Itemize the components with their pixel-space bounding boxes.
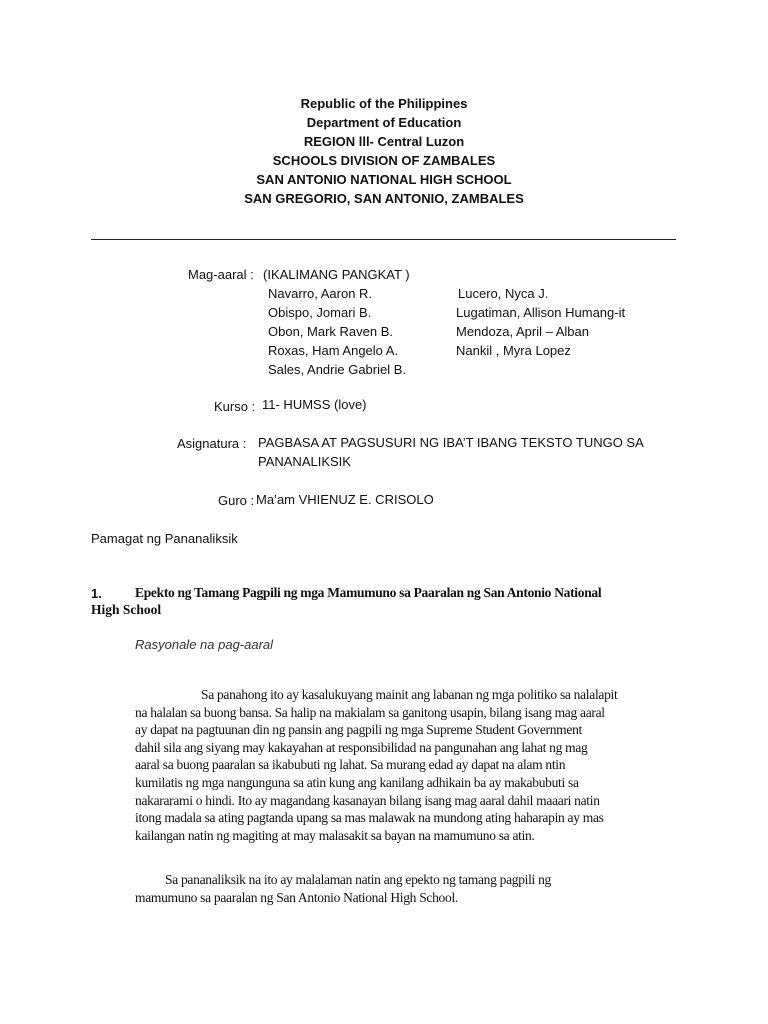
student-name: Sales, Andrie Gabriel B. — [268, 362, 407, 377]
student-name: Roxas, Ham Angelo A. — [268, 343, 399, 358]
horizontal-divider — [91, 239, 676, 240]
student-name: Mendoza, April – Alban — [456, 324, 589, 339]
letterhead-line: REGION lll- Central Luzon — [303, 134, 465, 149]
paragraph-line: dahil sila ang siyang may kakayahan at responsibilidad na pangunahan ang lahat ng mag — [135, 739, 588, 755]
paragraph-line: kailangan natin ng magiting at may malasakit sa bayan na mamumuno sa atin. — [135, 827, 535, 843]
paragraph-line: aaral sa buong paaralan sa ikabubuti ng lahat. Sa murang edad ay dapat na alam ntin — [135, 757, 566, 773]
letterhead — [0, 94, 768, 208]
paragraph-line: kumilatis ng mga nangunguna sa atin kung ang kanilang adhikain ba ay makabubuti sa — [135, 774, 579, 790]
letterhead-line: SCHOOLS DIVISION OF ZAMBALES — [272, 153, 496, 168]
teacher-label: Guro : — [218, 493, 255, 508]
rationale-heading: Rasyonale na pag-aaral — [135, 637, 274, 652]
letterhead-line: Republic of the Philippines — [300, 96, 468, 111]
paragraph-line: itong madala sa ating pagtanda upang sa mas malawak na mundong ating haharapin ay mas — [135, 810, 604, 826]
teacher-value: Ma’am VHIENUZ E. CRISOLO — [256, 492, 434, 507]
subject-value: PANANALIKSIK — [258, 454, 351, 469]
student-name: Obon, Mark Raven B. — [268, 324, 393, 339]
paragraph-line: ay dapat na pagtuunan din ng pansin ang pagpili ng mga Supreme Student Government — [135, 722, 582, 738]
letterhead-line: SAN ANTONIO NATIONAL HIGH SCHOOL — [256, 172, 512, 187]
students-label: Mag-aaral : — [188, 267, 254, 282]
item-title: Epekto ng Tamang Pagpili ng mga Mamumuno sa Paaralan ng San Antonio National — [135, 585, 602, 600]
paragraph-line: Sa panahong ito ay kasalukuyang mainit ang labanan ng mga politiko sa nalalapit — [201, 687, 618, 702]
group-name: (IKALIMANG PANGKAT ) — [263, 267, 410, 282]
paragraph-line: na halalan sa buong bansa. Sa halip na makialam sa ganitong usapin, bilang isang mag aaral — [135, 704, 605, 720]
student-name: Lucero, Nyca J. — [458, 286, 549, 301]
paragraph — [135, 686, 675, 844]
item-title: High School — [91, 602, 162, 617]
student-name: Navarro, Aaron R. — [268, 286, 373, 301]
paragraph-line: mamumuno sa paaralan ng San Antonio National High School. — [135, 889, 458, 905]
paragraph-line: Sa pananaliksik na ito ay malalaman natin ang epekto ng tamang pagpili ng — [165, 872, 551, 887]
letterhead-line: Department of Education — [306, 115, 462, 130]
course-label: Kurso : — [214, 399, 256, 414]
research-title-label: Pamagat ng Pananaliksik — [91, 531, 238, 546]
paragraph-line: nakararami o hindi. Ito ay magandang kasanayan bilang isang mag aaral dahil maaari natin — [135, 792, 600, 808]
course-value: 11- HUMSS (love) — [262, 397, 367, 412]
subject-label: Asignatura : — [177, 436, 247, 451]
paragraph — [135, 871, 675, 906]
student-name: Nankil , Myra Lopez — [456, 343, 571, 358]
subject-value: PAGBASA AT PAGSUSURI NG IBA’T IBANG TEKSTO TUNGO SA — [258, 435, 644, 450]
student-name: Lugatiman, Allison Humang-it — [456, 305, 626, 320]
student-name: Obispo, Jomari B. — [268, 305, 372, 320]
letterhead-line: SAN GREGORIO, SAN ANTONIO, ZAMBALES — [244, 191, 524, 206]
item-number: 1. — [91, 586, 102, 601]
